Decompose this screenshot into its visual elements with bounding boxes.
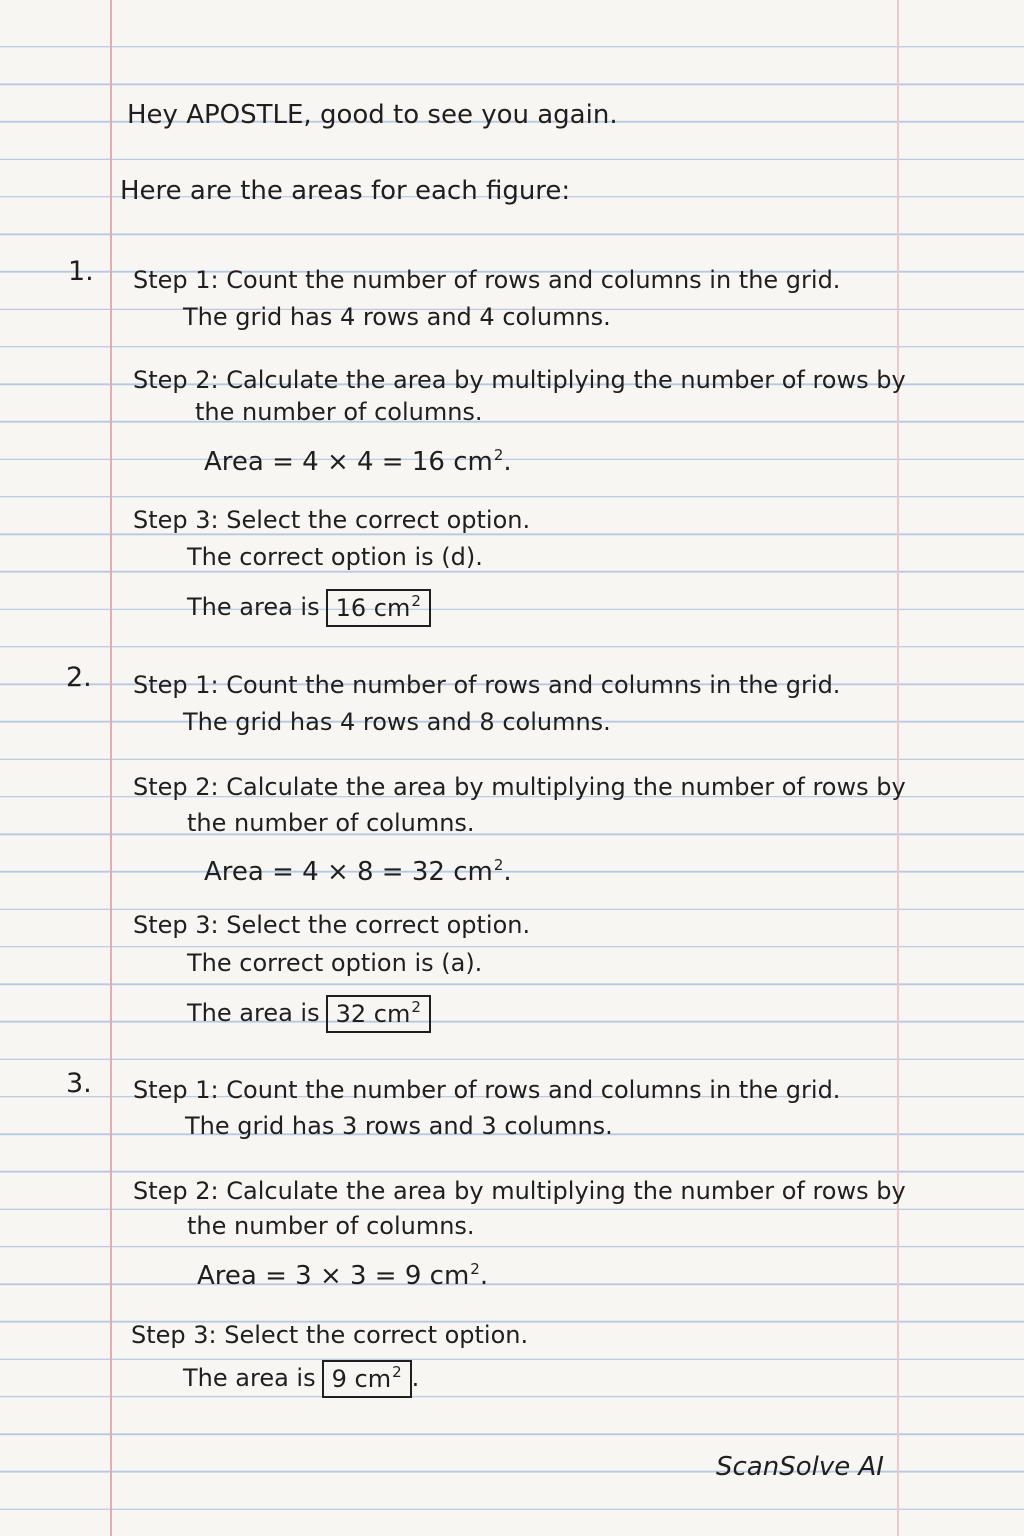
problem-3-equation: Area = 3 × 3 = 9 cm 2 . bbox=[197, 1262, 488, 1289]
problem-3-step2: Step 2: Calculate the area by multiplying the number of rows by bbox=[133, 1177, 906, 1205]
problem-1-step2-cont: the number of columns. bbox=[195, 398, 483, 426]
problem-1-number: 1. bbox=[68, 256, 94, 287]
problem-1-answer-line: The area is 16 cm 2 bbox=[187, 589, 431, 627]
problem-2-step2: Step 2: Calculate the area by multiplying the number of rows by bbox=[133, 773, 906, 801]
problem-1-equation: Area = 4 × 4 = 16 cm 2 . bbox=[204, 448, 512, 475]
left-margin-line bbox=[110, 0, 112, 1536]
problem-2-step3: Step 3: Select the correct option. bbox=[133, 911, 531, 939]
problem-2-step2-cont: the number of columns. bbox=[187, 809, 475, 837]
problem-3-step2-cont: the number of columns. bbox=[187, 1212, 475, 1240]
problem-1-step2: Step 2: Calculate the area by multiplying the number of rows by bbox=[133, 366, 906, 394]
problem-1-answer-box: 16 cm 2 bbox=[326, 589, 431, 627]
problem-2-equation: Area = 4 × 8 = 32 cm 2 . bbox=[204, 858, 512, 885]
problem-1-step1: Step 1: Count the number of rows and columns in the grid. bbox=[133, 266, 841, 294]
greeting: Hey APOSTLE, good to see you again. bbox=[127, 100, 618, 130]
problem-2-answer-box: 32 cm 2 bbox=[326, 995, 431, 1033]
problem-2-answer-line: The area is 32 cm 2 bbox=[187, 995, 431, 1033]
problem-2-option: The correct option is (a). bbox=[187, 949, 483, 977]
problem-1-step1-detail: The grid has 4 rows and 4 columns. bbox=[183, 303, 611, 331]
problem-3-answer-box: 9 cm 2 bbox=[322, 1360, 412, 1398]
problem-3-step1: Step 1: Count the number of rows and columns in the grid. bbox=[133, 1076, 841, 1104]
problem-2-step1-detail: The grid has 4 rows and 8 columns. bbox=[183, 708, 611, 736]
problem-1-option: The correct option is (d). bbox=[187, 543, 483, 571]
signature: ScanSolve AI bbox=[716, 1452, 884, 1482]
problem-1-step3: Step 3: Select the correct option. bbox=[133, 506, 531, 534]
problem-2-step1: Step 1: Count the number of rows and columns in the grid. bbox=[133, 671, 841, 699]
problem-3-step1-detail: The grid has 3 rows and 3 columns. bbox=[185, 1112, 613, 1140]
problem-3-number: 3. bbox=[66, 1068, 92, 1099]
problem-3-answer-line: The area is 9 cm 2 . bbox=[183, 1360, 419, 1398]
problem-2-number: 2. bbox=[66, 662, 92, 693]
intro: Here are the areas for each figure: bbox=[120, 176, 571, 206]
problem-3-step3: Step 3: Select the correct option. bbox=[131, 1321, 529, 1349]
right-margin-line bbox=[897, 0, 899, 1536]
